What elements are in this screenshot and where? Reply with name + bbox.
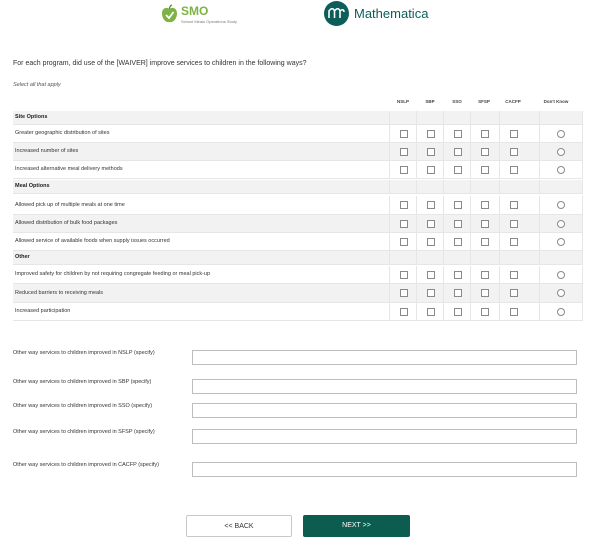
section-cell: [416, 111, 445, 124]
row-label: Improved safety for children by not requiring congregate feeding or meal pick-up: [15, 271, 211, 277]
answer-cell: [539, 125, 583, 142]
row-label: Allowed service of available foods when supply issues occurred: [15, 238, 170, 244]
program-checkbox[interactable]: [510, 271, 518, 279]
answer-cell: [539, 284, 583, 302]
answer-cell: [539, 161, 583, 178]
program-checkbox[interactable]: [400, 130, 408, 138]
answer-cell: [389, 196, 418, 214]
back-button[interactable]: << BACK: [186, 515, 292, 537]
dont-know-radio[interactable]: [557, 201, 565, 209]
other-specify-label: Other way services to children improved in SBP (specify): [13, 379, 152, 385]
section-cell: [499, 111, 528, 124]
row-label: Allowed pick up of multiple meals at one time: [15, 202, 125, 208]
program-checkbox[interactable]: [481, 148, 489, 156]
section-cell: [539, 111, 583, 124]
mathematica-label: Mathematica: [354, 6, 429, 21]
next-button[interactable]: NEXT >>: [303, 515, 410, 537]
smo-subtitle: School Meals Operations Study: [181, 19, 238, 24]
answer-cell: [499, 196, 528, 214]
answer-cell: [389, 266, 418, 283]
answer-cell: [539, 215, 583, 232]
program-checkbox[interactable]: [400, 289, 408, 297]
program-checkbox[interactable]: [481, 308, 489, 316]
other-specify-input[interactable]: [192, 462, 577, 477]
section-cell: [443, 180, 472, 193]
program-checkbox[interactable]: [510, 166, 518, 174]
column-header: SSO: [452, 99, 462, 104]
smo-title: SMO: [181, 4, 209, 18]
dont-know-radio[interactable]: [557, 308, 565, 316]
program-checkbox[interactable]: [510, 308, 518, 316]
dont-know-radio[interactable]: [557, 289, 565, 297]
answer-cell: [389, 161, 418, 178]
answer-cell: [499, 125, 528, 142]
answer-cell: [499, 303, 528, 320]
column-header: SBP: [425, 99, 435, 104]
answer-cell: [539, 266, 583, 283]
answer-cell: [389, 215, 418, 232]
row-label: Increased alternative meal delivery methods: [15, 166, 123, 172]
answer-cell: [470, 143, 499, 160]
other-specify-input[interactable]: [192, 429, 577, 444]
instruction-text: Select all that apply: [13, 82, 61, 88]
program-checkbox[interactable]: [454, 271, 462, 279]
program-checkbox[interactable]: [481, 220, 489, 228]
other-specify-label: Other way services to children improved in SSO (specify): [13, 403, 153, 409]
program-checkbox[interactable]: [454, 238, 462, 246]
answer-cell: [443, 303, 472, 320]
answer-cell: [416, 233, 445, 250]
program-checkbox[interactable]: [427, 271, 435, 279]
table-row: [13, 303, 583, 321]
program-checkbox[interactable]: [510, 201, 518, 209]
answer-cell: [470, 215, 499, 232]
program-checkbox[interactable]: [510, 130, 518, 138]
section-row: [13, 111, 583, 125]
program-checkbox[interactable]: [400, 238, 408, 246]
section-row: [13, 180, 583, 194]
answer-cell: [443, 215, 472, 232]
dont-know-radio[interactable]: [557, 271, 565, 279]
program-checkbox[interactable]: [481, 201, 489, 209]
section-label: Site Options: [15, 114, 48, 120]
program-checkbox[interactable]: [481, 238, 489, 246]
answer-cell: [539, 143, 583, 160]
answer-cell: [389, 233, 418, 250]
table-row: [13, 125, 583, 143]
section-cell: [539, 251, 583, 264]
column-header: NSLP: [396, 99, 409, 104]
row-label: Increased number of sites: [15, 148, 79, 154]
answer-cell: [443, 266, 472, 283]
dont-know-radio[interactable]: [557, 238, 565, 246]
section-cell: [443, 111, 472, 124]
answer-cell: [443, 143, 472, 160]
program-checkbox[interactable]: [454, 220, 462, 228]
dont-know-radio[interactable]: [557, 166, 565, 174]
answer-cell: [416, 143, 445, 160]
section-cell: [470, 111, 499, 124]
program-checkbox[interactable]: [427, 201, 435, 209]
section-cell: [470, 180, 499, 193]
answer-cell: [470, 266, 499, 283]
other-specify-input[interactable]: [192, 350, 577, 365]
answer-cell: [416, 161, 445, 178]
program-checkbox[interactable]: [454, 130, 462, 138]
apple-icon: [161, 4, 178, 24]
answer-cell: [389, 125, 418, 142]
section-label: Other: [15, 254, 30, 260]
answer-cell: [443, 284, 472, 302]
program-checkbox[interactable]: [481, 130, 489, 138]
section-cell: [499, 180, 528, 193]
program-checkbox[interactable]: [427, 308, 435, 316]
other-specify-input[interactable]: [192, 379, 577, 394]
answer-cell: [416, 215, 445, 232]
program-checkbox[interactable]: [454, 166, 462, 174]
answer-cell: [389, 143, 418, 160]
question-text: For each program, did use of the [WAIVER] improve services to children in the following ways?: [13, 60, 307, 67]
answer-cell: [470, 125, 499, 142]
answer-cell: [443, 233, 472, 250]
section-cell: [389, 251, 418, 264]
program-checkbox[interactable]: [400, 148, 408, 156]
program-checkbox[interactable]: [427, 220, 435, 228]
other-specify-label: Other way services to children improved in SFSP (specify): [13, 429, 155, 435]
section-cell: [416, 251, 445, 264]
program-checkbox[interactable]: [400, 220, 408, 228]
program-checkbox[interactable]: [481, 166, 489, 174]
other-specify-label: Other way services to children improved in CACFP (specify): [13, 462, 160, 468]
answer-cell: [389, 303, 418, 320]
answer-cell: [416, 266, 445, 283]
answer-cell: [499, 161, 528, 178]
program-checkbox[interactable]: [510, 148, 518, 156]
answer-cell: [470, 303, 499, 320]
program-checkbox[interactable]: [427, 289, 435, 297]
program-checkbox[interactable]: [481, 289, 489, 297]
answer-cell: [443, 161, 472, 178]
column-header: Don't Know: [543, 99, 569, 104]
smo-logo: [161, 3, 243, 27]
section-cell: [389, 180, 418, 193]
other-specify-input[interactable]: [192, 403, 577, 418]
section-cell: [416, 180, 445, 193]
answer-cell: [389, 284, 418, 302]
answer-cell: [443, 196, 472, 214]
answer-cell: [499, 284, 528, 302]
program-checkbox[interactable]: [400, 166, 408, 174]
section-cell: [443, 251, 472, 264]
section-cell: [470, 251, 499, 264]
answer-cell: [499, 266, 528, 283]
answer-cell: [470, 233, 499, 250]
section-cell: [539, 180, 583, 193]
dont-know-radio[interactable]: [557, 220, 565, 228]
table-row: [13, 196, 583, 215]
page-header: [0, 0, 605, 40]
answer-cell: [416, 196, 445, 214]
answer-cell: [499, 143, 528, 160]
section-label: Meal Options: [15, 183, 50, 189]
dont-know-radio[interactable]: [557, 148, 565, 156]
answer-cell: [499, 215, 528, 232]
program-checkbox[interactable]: [427, 238, 435, 246]
program-checkbox[interactable]: [400, 201, 408, 209]
table-row: [13, 161, 583, 179]
program-checkbox[interactable]: [454, 148, 462, 156]
column-header: CACFP: [505, 99, 521, 104]
program-checkbox[interactable]: [510, 289, 518, 297]
answer-cell: [416, 284, 445, 302]
row-label: Allowed distribution of bulk food packages: [15, 220, 118, 226]
program-checkbox[interactable]: [427, 130, 435, 138]
program-checkbox[interactable]: [400, 308, 408, 316]
column-header: SFSP: [478, 99, 490, 104]
answer-cell: [470, 284, 499, 302]
answer-cell: [416, 125, 445, 142]
table-row: [13, 215, 583, 233]
section-cell: [389, 111, 418, 124]
mathematica-mark-icon: [324, 1, 349, 26]
table-row: [13, 284, 583, 303]
section-row: [13, 251, 583, 265]
answer-cell: [443, 125, 472, 142]
row-label: Reduced barriers to receiving meals: [15, 290, 104, 296]
program-checkbox[interactable]: [454, 308, 462, 316]
program-checkbox[interactable]: [510, 220, 518, 228]
table-row: [13, 266, 583, 284]
program-checkbox[interactable]: [454, 289, 462, 297]
other-specify-label: Other way services to children improved in NSLP (specify): [13, 350, 155, 356]
answer-cell: [470, 196, 499, 214]
answer-cell: [470, 161, 499, 178]
dont-know-radio[interactable]: [557, 130, 565, 138]
table-row: [13, 233, 583, 251]
answer-cell: [539, 303, 583, 320]
row-label: Greater geographic distribution of sites: [15, 130, 110, 136]
answer-cell: [539, 196, 583, 214]
row-label: Increased participation: [15, 308, 71, 314]
program-checkbox[interactable]: [427, 148, 435, 156]
answer-cell: [539, 233, 583, 250]
table-row: [13, 143, 583, 161]
answer-cell: [499, 233, 528, 250]
mathematica-logo: [324, 1, 444, 27]
section-cell: [499, 251, 528, 264]
program-checkbox[interactable]: [481, 271, 489, 279]
answer-cell: [416, 303, 445, 320]
program-checkbox[interactable]: [400, 271, 408, 279]
program-checkbox[interactable]: [510, 238, 518, 246]
program-checkbox[interactable]: [427, 166, 435, 174]
program-checkbox[interactable]: [454, 201, 462, 209]
